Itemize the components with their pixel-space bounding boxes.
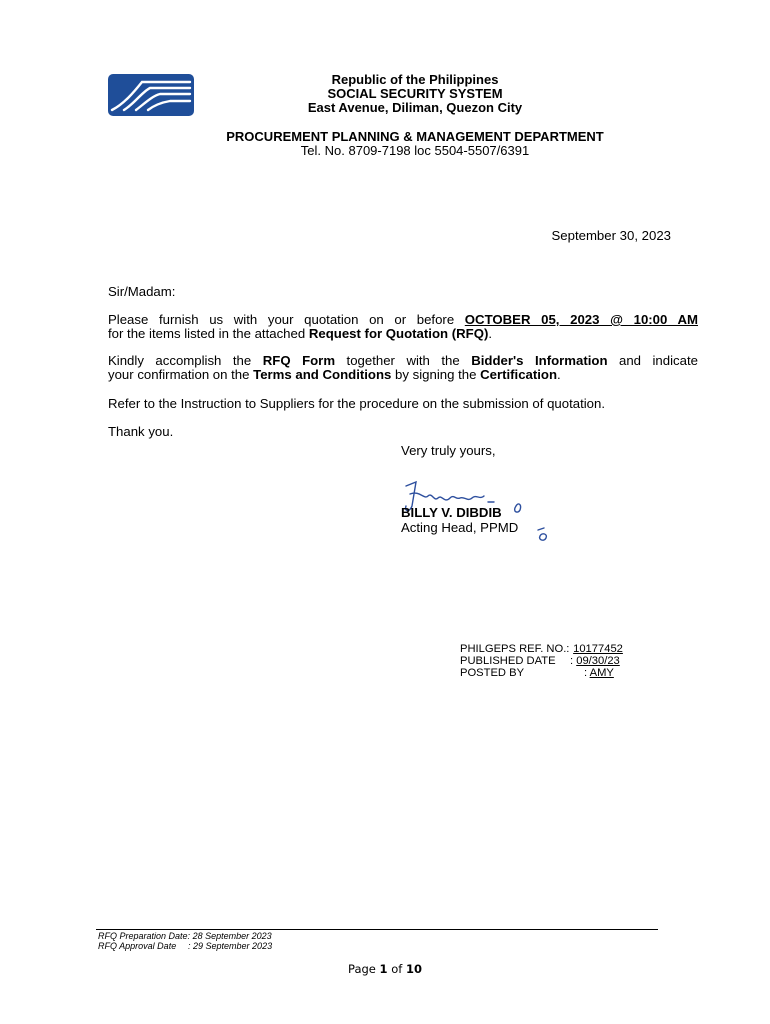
rfq-form: RFQ Form (262, 353, 336, 368)
page-number (0, 962, 770, 976)
header-address: East Avenue, Diliman, Quezon City (307, 100, 523, 115)
para2-text-2: together with the (335, 353, 472, 368)
posted-label: POSTED BY (460, 667, 525, 679)
para2-text-1: Kindly accomplish the (108, 353, 263, 368)
para2-period: . (557, 367, 561, 382)
pub-value: 09/30/23 (576, 655, 620, 667)
deadline: OCTOBER 05, 2023 @ 10:00 AM (464, 312, 698, 327)
paragraph-1-line-2 (108, 326, 698, 341)
certification: Certification (480, 367, 558, 382)
header-department: PROCUREMENT PLANNING & MANAGEMENT DEPARTMENT (226, 129, 604, 144)
posted-value: AMY (589, 667, 614, 679)
of-word: of (391, 962, 403, 976)
page-word: Page (348, 962, 376, 976)
terms-and-conditions: Terms and Conditions (253, 367, 392, 382)
appr-value: 29 September 2023 (193, 941, 273, 951)
philgeps-ref (460, 643, 623, 656)
page-current: 1 (379, 962, 388, 976)
appr-label: RFQ Approval Date (98, 941, 177, 951)
bidders-information: Bidder's Information (471, 353, 608, 368)
para2-text-4: your confirmation on the (108, 367, 254, 382)
paragraph-3: Refer to the Instruction to Suppliers for the procedure on the submission of quotation. (108, 396, 606, 411)
paragraph-1-line-1 (108, 312, 698, 327)
footer-divider (96, 929, 658, 930)
para2-text-3: and indicate (607, 353, 698, 368)
paragraph-2-line-2 (108, 367, 698, 382)
header-agency: SOCIAL SECURITY SYSTEM (327, 86, 503, 101)
para2-text-5: by signing the (391, 367, 481, 382)
page-total: 10 (405, 962, 422, 976)
ref-value: 10177452 (573, 643, 623, 655)
signatory-name: BILLY V. DIBDIB (401, 505, 502, 520)
rfq-approval-date: RFQ Approval Date : 29 September 2023 (98, 941, 273, 951)
header-telephone: Tel. No. 8709-7198 loc 5504-5507/6391 (300, 143, 530, 158)
prep-value: 28 September 2023 (192, 931, 272, 941)
thank-you: Thank you. (108, 424, 174, 439)
letter-date: September 30, 2023 (551, 228, 671, 243)
para1-text-2: for the items listed in the attached (108, 326, 309, 341)
header-republic: Republic of the Philippines (331, 72, 499, 87)
paragraph-2-line-1 (108, 353, 698, 368)
closing: Very truly yours, (401, 443, 496, 458)
para1-period: . (488, 326, 493, 341)
signatory-title: Acting Head, PPMD (401, 520, 519, 535)
para1-text: Please furnish us with your quotation on or before (108, 312, 465, 327)
published-date: PUBLISHED DATE : 09/30/23 (460, 655, 620, 667)
salutation: Sir/Madam: (108, 284, 176, 299)
pub-label: PUBLISHED DATE (460, 655, 556, 667)
ref-label: PHILGEPS REF. NO.: (460, 643, 570, 655)
prep-label: RFQ Preparation Date: (98, 931, 191, 941)
posted-by: POSTED BY : AMY (460, 667, 614, 679)
rfq-reference: Request for Quotation (RFQ) (308, 326, 489, 341)
rfq-preparation-date (98, 931, 272, 941)
